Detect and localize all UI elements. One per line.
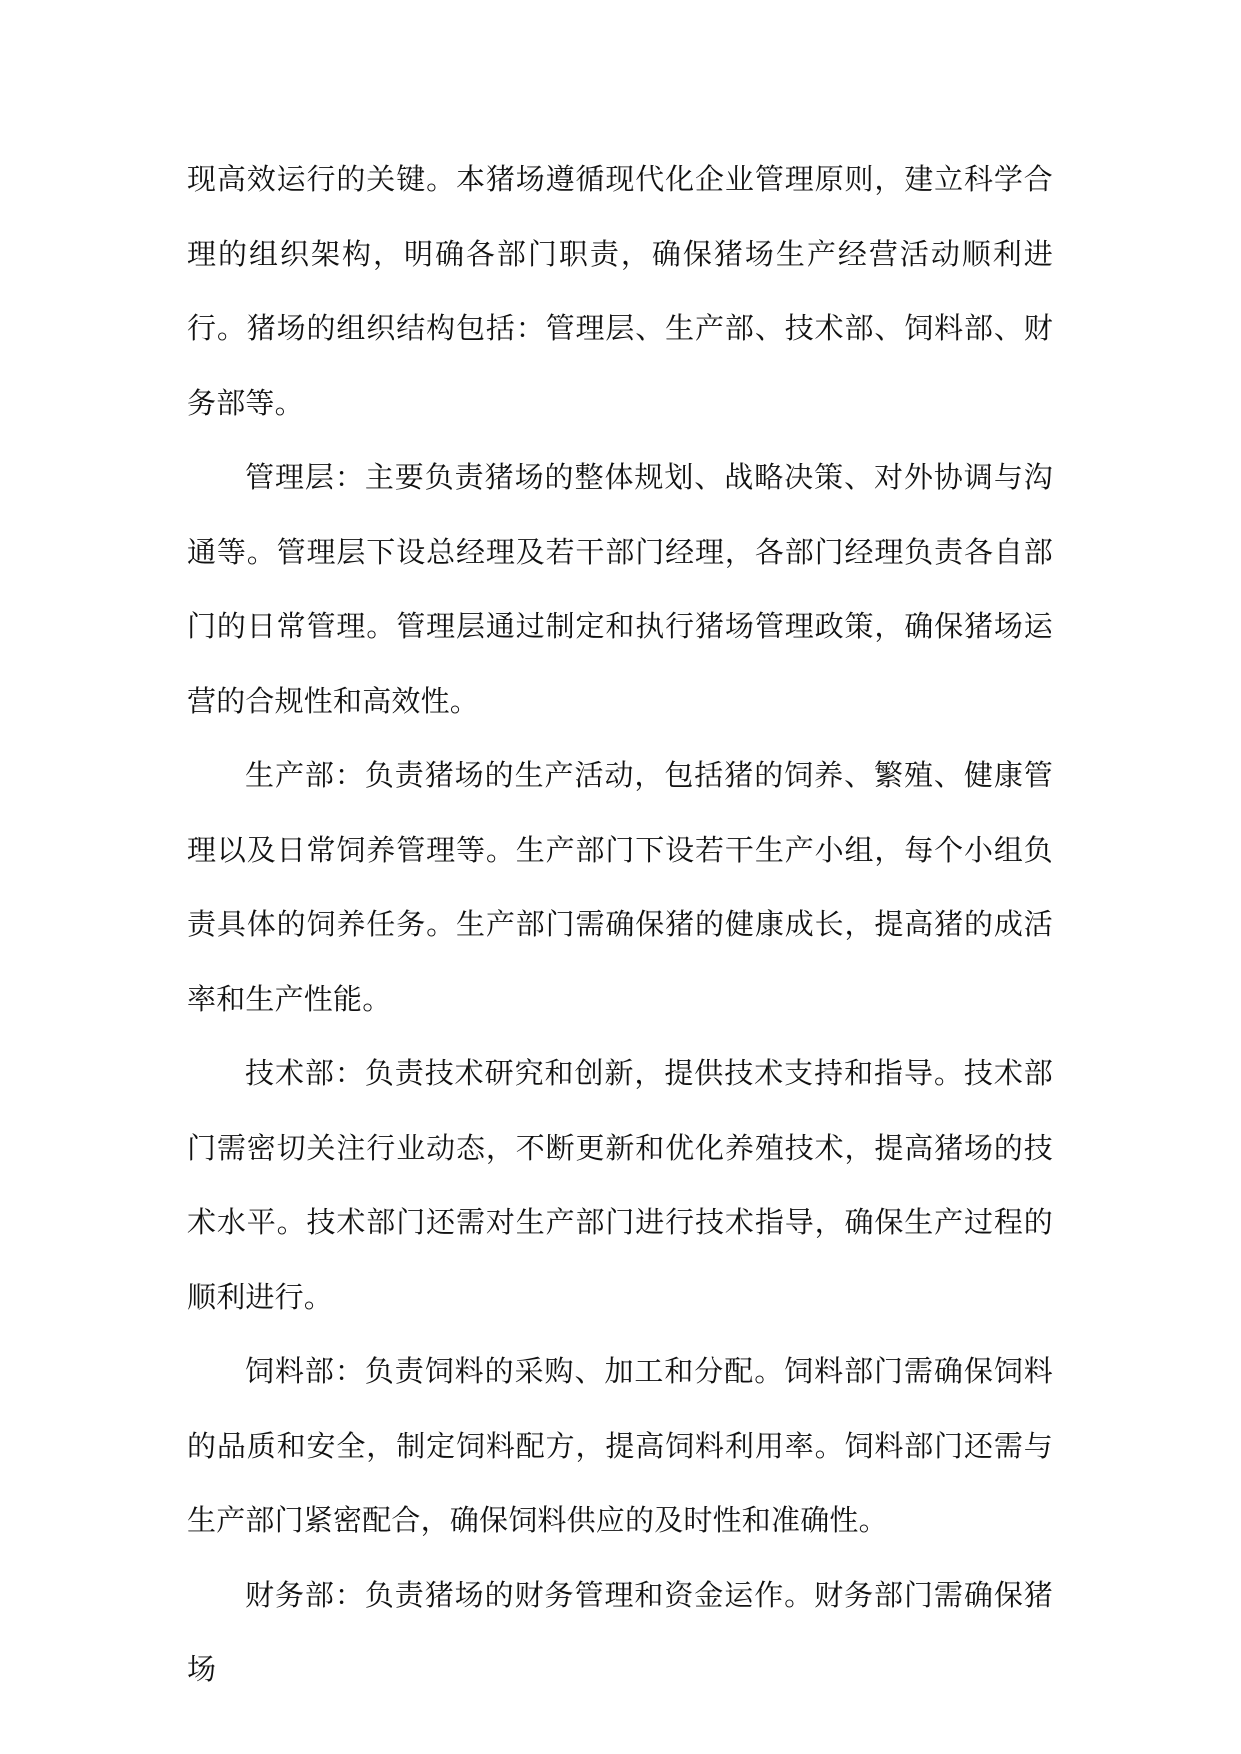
paragraph-feed-department: 饲料部：负责饲料的采购、加工和分配。饲料部门需确保饲料的品质和安全，制定饲料配方，提高饲料利用率。饲料部门还需与生产部门紧密配合，确保饲料供应的及时性和准确性。 (187, 1354, 1053, 1537)
document-body (187, 142, 1053, 1707)
paragraph-management-layer: 管理层：主要负责猪场的整体规划、战略决策、对外协调与沟通等。管理层下设总经理及若干部门经理，各部门经理负责各自部门的日常管理。管理层通过制定和执行猪场管理政策，确保猪场运营的合规性和高效性。 (187, 460, 1053, 718)
paragraph-production-department: 生产部：负责猪场的生产活动，包括猪的饲养、繁殖、健康管理以及日常饲养管理等。生产部门下设若干生产小组，每个小组负责具体的饲养任务。生产部门需确保猪的健康成长，提高猪的成活率和生产性能。 (187, 758, 1053, 1016)
paragraph-technology-department: 技术部：负责技术研究和创新，提供技术支持和指导。技术部门需密切关注行业动态，不断更新和优化养殖技术，提高猪场的技术水平。技术部门还需对生产部门进行技术指导，确保生产过程的顺利进行。 (187, 1056, 1053, 1314)
paragraph-organization-overview: 现高效运行的关键。本猪场遵循现代化企业管理原则，建立科学合理的组织架构，明确各部门职责，确保猪场生产经营活动顺利进行。猪场的组织结构包括：管理层、生产部、技术部、饲料部、财务部等。 (187, 162, 1053, 420)
paragraph-finance-department: 财务部：负责猪场的财务管理和资金运作。财务部门需确保猪场 (187, 1577, 1053, 1686)
